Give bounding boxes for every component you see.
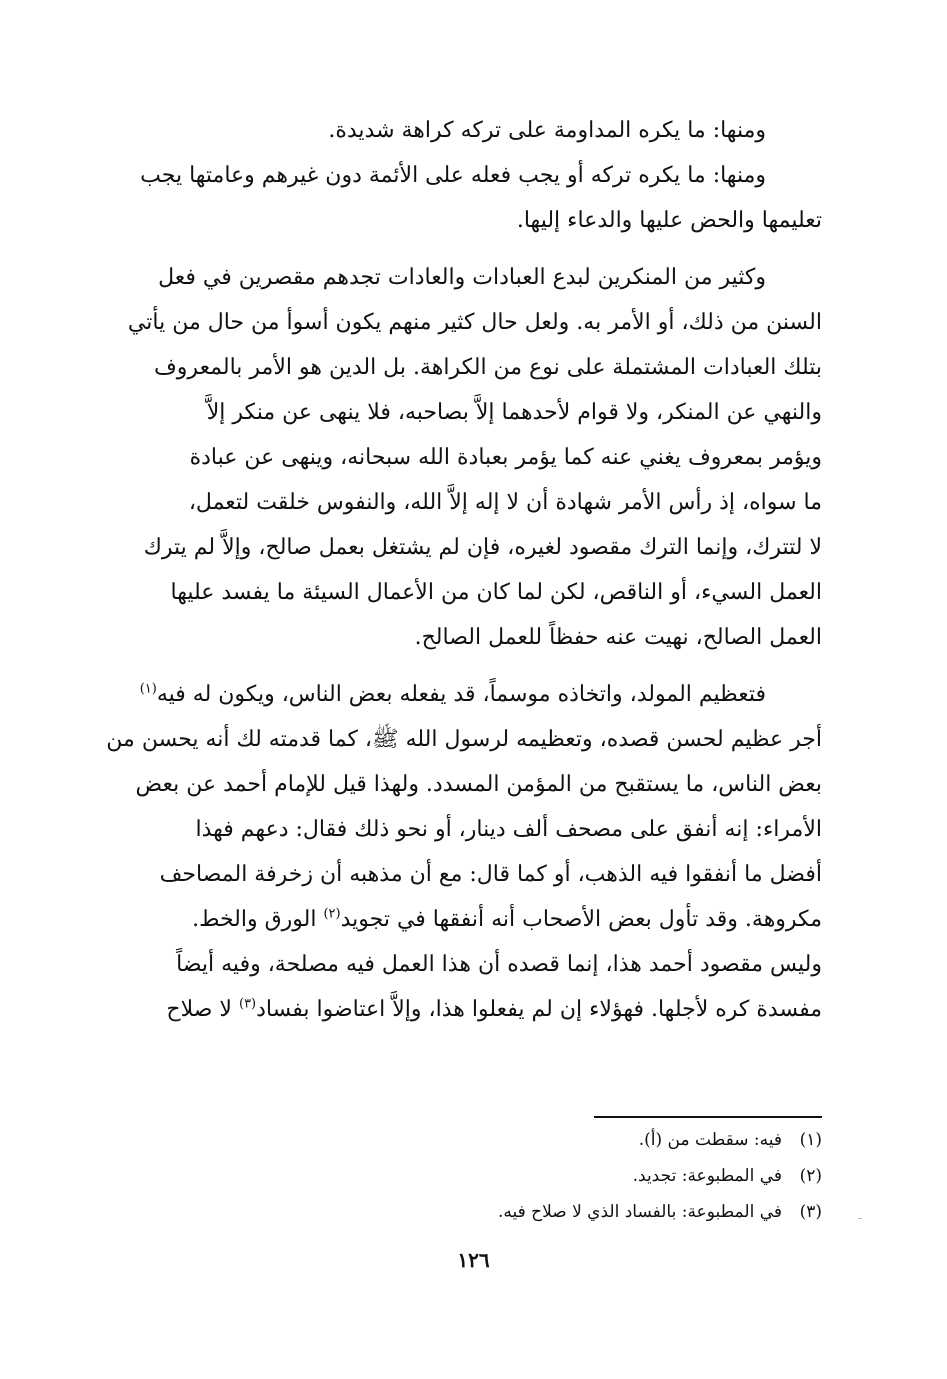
footnote-text: في المطبوعة: بالفساد الذي لا صلاح فيه. bbox=[497, 1202, 782, 1222]
text-line: أفضل ما أنفقوا فيه الذهب، أو كما قال: مع أن مذهبه أن زخرفة المصاحف bbox=[159, 862, 822, 887]
page-number: ١٢٦ bbox=[457, 1248, 490, 1272]
footnote bbox=[222, 1166, 822, 1186]
footnote-text: في المطبوعة: تجديد. bbox=[632, 1166, 782, 1186]
footnote bbox=[222, 1202, 822, 1222]
text-line: ومنها: ما يكره تركه أو يجب فعله على الأئمة دون غيرهم وعامتها يجب bbox=[140, 163, 766, 188]
text-run: الورق والخط. bbox=[192, 907, 317, 932]
main-text bbox=[96, 108, 822, 1032]
text-line: العمل السيء، أو الناقص، لكن لما كان من الأعمال السيئة ما يفسد عليها bbox=[170, 580, 822, 605]
text-line: ومنها: ما يكره المداومة على تركه كراهة شديدة. bbox=[328, 118, 766, 143]
text-run: مفسدة كره لأجلها. فهؤلاء إن لم يفعلوا هذا، وإلاَّ اعتاضوا بفساد bbox=[256, 997, 822, 1022]
text-line bbox=[96, 987, 822, 1032]
text-line: العمل الصالح، نهيت عنه حفظاً للعمل الصالح. bbox=[414, 625, 822, 650]
footnote-number: (١) bbox=[799, 1130, 822, 1150]
text-line: والنهي عن المنكر، ولا قوام لأحدهما إلاَّ بصاحبه، فلا ينهى عن منكر إلاَّ bbox=[206, 400, 822, 425]
footnote-ref: (١) bbox=[139, 681, 157, 697]
footnote-separator bbox=[594, 1116, 822, 1118]
footnote-number: (٢) bbox=[799, 1166, 822, 1186]
text-line: وكثير من المنكرين لبدع العبادات والعادات تجدهم مقصرين في فعل bbox=[158, 265, 766, 290]
footnote-ref: (٢) bbox=[323, 906, 341, 922]
text-line: ويؤمر بمعروف يغني عنه كما يؤمر بعبادة الله سبحانه، وينهى عن عبادة bbox=[189, 445, 822, 470]
text-line: أجر عظيم لحسن قصده، وتعظيمه لرسول الله ﷺ، كما قدمته لك أنه يحسن من bbox=[106, 727, 822, 752]
scan-mark bbox=[858, 1218, 862, 1219]
text-line: بتلك العبادات المشتملة على نوع من الكراهة. بل الدين هو الأمر بالمعروف bbox=[154, 355, 822, 380]
text-line: الأمراء: إنه أنفق على مصحف ألف دينار، أو نحو ذلك فقال: دعهم فهذا bbox=[195, 817, 822, 842]
text-line: تعليمها والحض عليها والدعاء إليها. bbox=[516, 208, 822, 233]
text-line: ما سواه، إذ رأس الأمر شهادة أن لا إله إلاَّ الله، والنفوس خلقت لتعمل، bbox=[188, 490, 822, 515]
text-line: السنن من ذلك، أو الأمر به. ولعل حال كثير منهم يكون أسوأ من حال من يأتي bbox=[127, 310, 822, 335]
text-line: لا لتترك، وإنما الترك مقصود لغيره، فإن لم يشتغل بعمل صالح، وإلاَّ لم يترك bbox=[143, 535, 822, 560]
text-run: فتعظيم المولد، واتخاذه موسماً، قد يفعله بعض الناس، ويكون له فيه bbox=[156, 682, 766, 707]
text-run: مكروهة. وقد تأول بعض الأصحاب أنه أنفقها في تجويد bbox=[340, 907, 822, 932]
footnote bbox=[222, 1130, 822, 1150]
text-line: بعض الناس، ما يستقبح من المؤمن المسدد. ولهذا قيل للإمام أحمد عن بعض bbox=[135, 772, 822, 797]
footnote-number: (٣) bbox=[799, 1202, 822, 1222]
text-line: وليس مقصود أحمد هذا، إنما قصده أن هذا العمل فيه مصلحة، وفيه أيضاً bbox=[176, 952, 822, 977]
footnote-ref: (٣) bbox=[238, 996, 257, 1012]
footnote-text: فيه: سقطت من (أ). bbox=[638, 1130, 782, 1150]
text-line bbox=[96, 897, 822, 942]
text-line bbox=[96, 672, 822, 717]
text-run: لا صلاح bbox=[166, 997, 232, 1022]
